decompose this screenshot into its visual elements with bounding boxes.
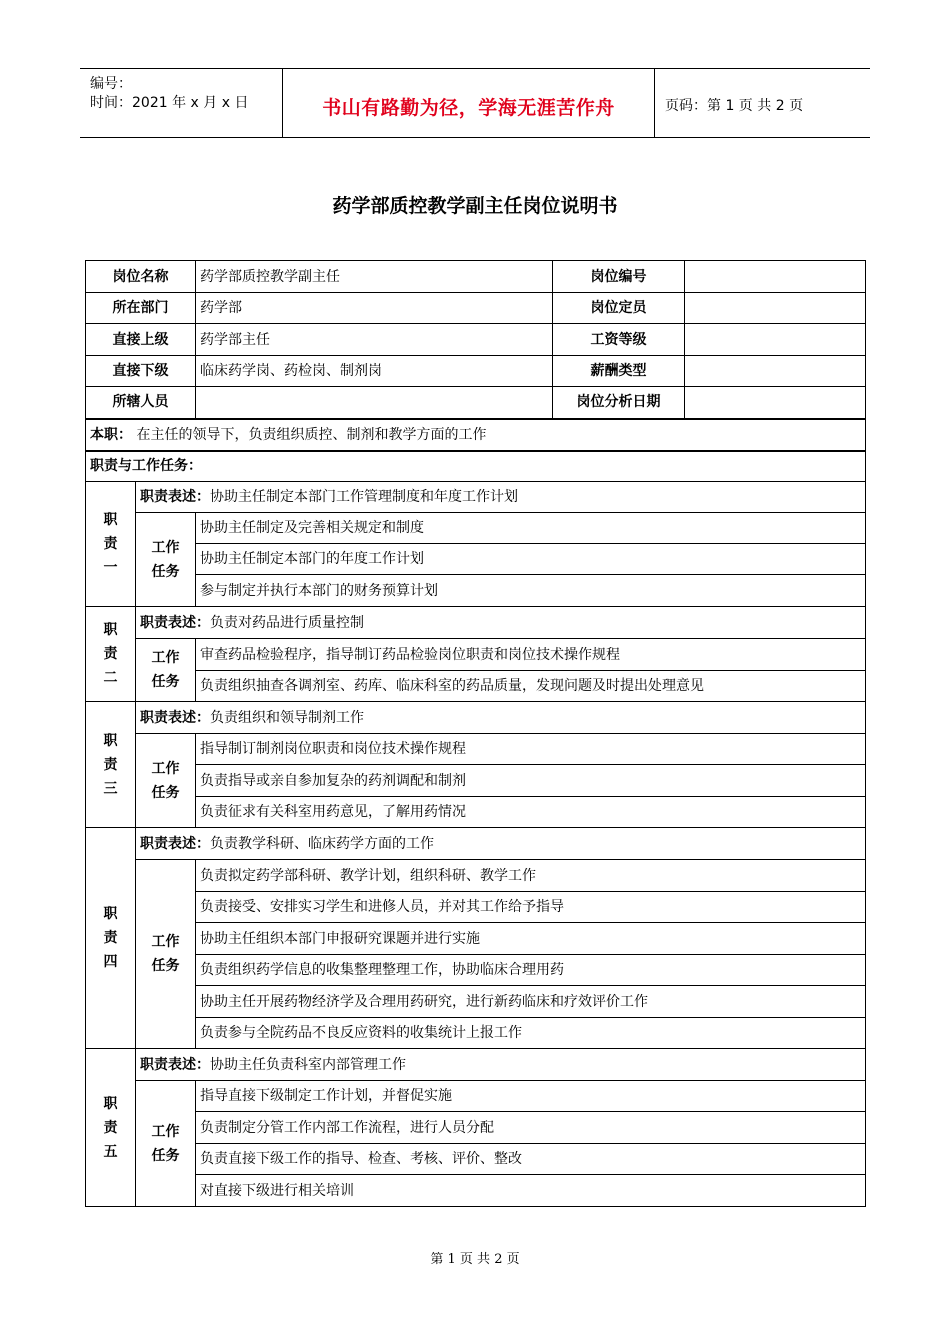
duty-label-text: 职责三 <box>103 732 118 797</box>
motto: 书山有路勤为径，学海无涯苦作舟 <box>322 97 615 119</box>
info-value: 药学部 <box>196 293 553 324</box>
task-label-text: 工作任务 <box>151 539 180 580</box>
duty-statement-row <box>86 607 866 639</box>
task-row <box>86 860 866 892</box>
info-value: 药学部主任 <box>196 324 553 356</box>
task-item: 负责参与全院药品不良反应资料的收集统计上报工作 <box>196 1018 866 1049</box>
task-item: 协助主任制定及完善相关规定和制度 <box>196 513 866 544</box>
task-item: 审查药品检验程序，指导制订药品检验岗位职责和岗位技术操作规程 <box>196 639 866 671</box>
duty-statement-row <box>86 1049 866 1081</box>
duty-statement-row <box>86 828 866 860</box>
summary-cell <box>86 419 866 451</box>
info-label: 直接下级 <box>86 356 196 387</box>
info-label: 工资等级 <box>553 324 685 356</box>
task-label <box>136 639 196 702</box>
task-label <box>136 1081 196 1207</box>
task-row <box>86 1175 866 1207</box>
task-row <box>86 1018 866 1049</box>
statement-text: 协助主任负责科室内部管理工作 <box>210 1056 406 1073</box>
page-info: 页码：第 1 页 共 2 页 <box>665 98 804 114</box>
task-row <box>86 734 866 765</box>
header-page-cell <box>655 69 870 137</box>
info-label: 所在部门 <box>86 293 196 324</box>
duty-statement-row <box>86 482 866 513</box>
task-row <box>86 513 866 544</box>
task-row <box>86 797 866 828</box>
header-motto-cell <box>282 69 655 137</box>
task-item: 负责指导或亲自参加复杂的药剂调配和制剂 <box>196 765 866 797</box>
task-label-text: 工作任务 <box>151 650 180 690</box>
info-row <box>86 387 866 419</box>
task-row <box>86 575 866 607</box>
task-item: 负责拟定药学部科研、教学计划，组织科研、教学工作 <box>196 860 866 892</box>
duty-label <box>86 702 136 828</box>
task-item: 对直接下级进行相关培训 <box>196 1175 866 1207</box>
duties-header-row <box>86 451 866 482</box>
info-value <box>685 293 866 324</box>
duty-label <box>86 607 136 702</box>
statement-text: 负责教学科研、临床药学方面的工作 <box>210 835 434 852</box>
info-label: 所辖人员 <box>86 387 196 419</box>
statement-prefix: 职责表述： <box>140 709 210 726</box>
header-meta-cell <box>80 69 282 137</box>
info-value: 临床药学岗、药检岗、制剂岗 <box>196 356 553 387</box>
statement-text: 负责对药品进行质量控制 <box>210 614 364 631</box>
duty-label-text: 职责五 <box>103 1095 118 1160</box>
page-footer: 第 1 页 共 2 页 <box>430 1252 520 1267</box>
duty-statement <box>136 607 866 639</box>
duty-label-text: 职责二 <box>103 622 118 686</box>
statement-prefix: 职责表述： <box>140 489 210 505</box>
task-row <box>86 639 866 671</box>
task-row <box>86 544 866 575</box>
task-item: 负责征求有关科室用药意见，了解用药情况 <box>196 797 866 828</box>
task-item: 负责直接下级工作的指导、检查、考核、评价、整改 <box>196 1144 866 1175</box>
duty-label-text: 职责一 <box>103 512 118 576</box>
summary-row <box>86 419 866 451</box>
task-row <box>86 923 866 955</box>
job-description-table <box>85 260 866 1207</box>
task-item: 负责制定分管工作内部工作流程，进行人员分配 <box>196 1112 866 1144</box>
duty-statement <box>136 482 866 513</box>
task-label <box>136 860 196 1049</box>
summary-text: 在主任的领导下，负责组织质控、制剂和教学方面的工作 <box>136 426 487 443</box>
info-value <box>685 356 866 387</box>
duty-label <box>86 482 136 607</box>
task-item: 指导直接下级制定工作计划，并督促实施 <box>196 1081 866 1112</box>
page-header <box>80 68 870 138</box>
info-value <box>685 324 866 356</box>
document-title: 药学部质控教学副主任岗位说明书 <box>332 195 618 217</box>
duty-statement <box>136 702 866 734</box>
task-row <box>86 892 866 923</box>
info-row <box>86 261 866 293</box>
task-label <box>136 513 196 607</box>
info-value: 药学部质控教学副主任 <box>196 261 553 293</box>
time-label: 时间：2021 年 x 月 x 日 <box>90 95 249 111</box>
task-label-text: 工作任务 <box>151 760 180 801</box>
info-row <box>86 293 866 324</box>
statement-prefix: 职责表述： <box>140 835 210 852</box>
duty-statement <box>136 1049 866 1081</box>
task-item: 负责接受、安排实习学生和进修人员，并对其工作给予指导 <box>196 892 866 923</box>
task-row <box>86 765 866 797</box>
statement-text: 负责组织和领导制剂工作 <box>210 709 364 726</box>
task-label-text: 工作任务 <box>151 934 180 974</box>
task-item: 负责组织药学信息的收集整理整理工作，协助临床合理用药 <box>196 955 866 986</box>
duty-label <box>86 828 136 1049</box>
task-row <box>86 671 866 702</box>
task-row <box>86 955 866 986</box>
info-label: 岗位名称 <box>86 261 196 293</box>
task-item: 指导制订制剂岗位职责和岗位技术操作规程 <box>196 734 866 765</box>
statement-prefix: 职责表述： <box>140 614 210 631</box>
summary-label: 本职： <box>90 426 132 443</box>
task-item: 协助主任制定本部门的年度工作计划 <box>196 544 866 575</box>
info-label: 岗位分析日期 <box>553 387 685 419</box>
duty-statement-row <box>86 702 866 734</box>
task-row <box>86 1081 866 1112</box>
info-value <box>196 387 553 419</box>
task-label <box>136 734 196 828</box>
task-row <box>86 986 866 1018</box>
task-item: 参与制定并执行本部门的财务预算计划 <box>196 575 866 607</box>
duties-header: 职责与工作任务： <box>86 451 866 482</box>
task-item: 协助主任开展药物经济学及合理用药研究，进行新药临床和疗效评价工作 <box>196 986 866 1018</box>
duty-statement <box>136 828 866 860</box>
info-row <box>86 356 866 387</box>
info-value <box>685 387 866 419</box>
duty-label-text: 职责四 <box>103 906 118 970</box>
info-label: 薪酬类型 <box>553 356 685 387</box>
task-row <box>86 1112 866 1144</box>
info-label: 岗位编号 <box>553 261 685 293</box>
task-item: 协助主任组织本部门申报研究课题并进行实施 <box>196 923 866 955</box>
task-label-text: 工作任务 <box>151 1123 180 1164</box>
info-row <box>86 324 866 356</box>
info-value <box>685 261 866 293</box>
info-label: 直接上级 <box>86 324 196 356</box>
task-row <box>86 1144 866 1175</box>
number-label: 编号： <box>90 76 132 92</box>
statement-prefix: 职责表述： <box>140 1056 210 1073</box>
info-label: 岗位定员 <box>553 293 685 324</box>
statement-text: 协助主任制定本部门工作管理制度和年度工作计划 <box>210 489 518 505</box>
duty-label <box>86 1049 136 1207</box>
task-item: 负责组织抽查各调剂室、药库、临床科室的药品质量，发现问题及时提出处理意见 <box>196 671 866 702</box>
